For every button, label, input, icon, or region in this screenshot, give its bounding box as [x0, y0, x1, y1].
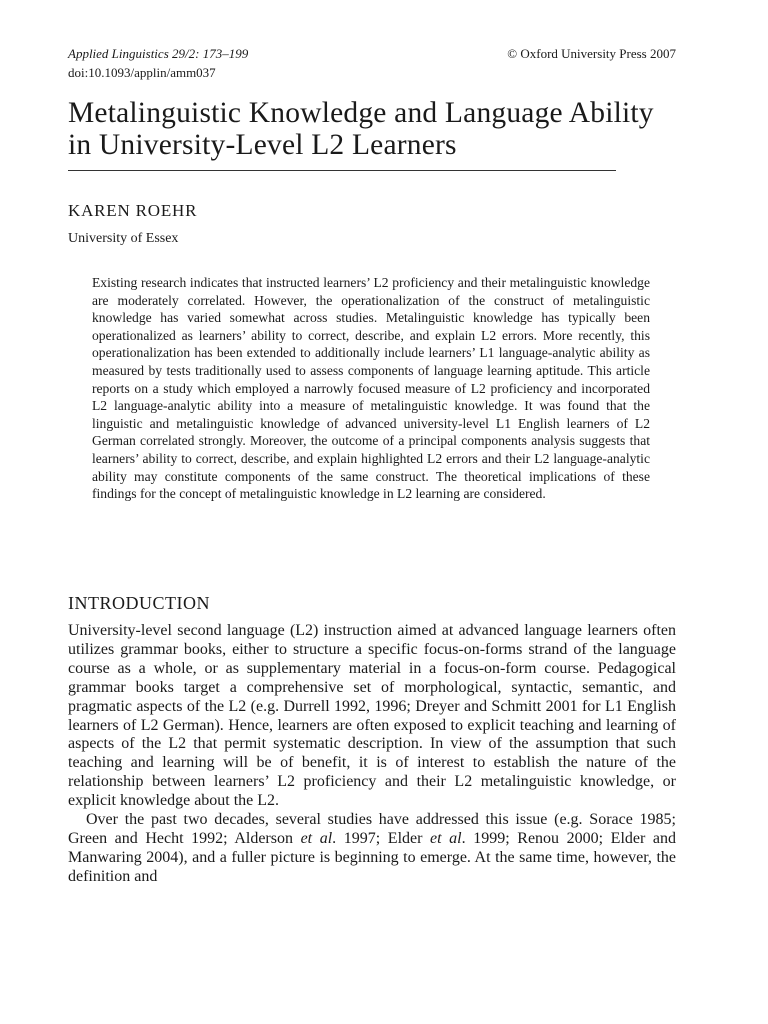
article-title: Metalinguistic Knowledge and Language Ability in University-Level L2 Learners: [68, 97, 654, 161]
title-rule: [68, 170, 616, 171]
text-run: . 1999; Renou 2000; Elder and Manwaring 2004), and a fuller picture is beginning to emerge. At the same time, however, the definition and: [68, 829, 677, 885]
author-name: KAREN ROEHR: [68, 201, 198, 220]
italic-run: et al: [430, 829, 462, 847]
text-run: Over the past two decades, several studies have addressed this issue (e.g. Sorace 1985; Green and Hecht 1992; Alderson: [68, 811, 676, 847]
body-text: [68, 622, 676, 887]
text-run: . 1997; Elder: [332, 829, 431, 847]
abstract: Existing research indicates that instructed learners’ L2 proficiency and their metalinguistic knowledge are moderately correlated. However, the operationalization of the construct of metalinguistic knowledge has varied somewhat across studies. Metalinguistic knowledge has typically been operationalized as learners’ ability to correct, describe, and explain L2 errors. More recently, this operationalization has been extended to additionally include learners’ L1 language-analytic ability as measured by tests traditionally used to assess components of language learning aptitude. This article reports on a study which employed a narrowly focused measure of L2 proficiency and incorporated L2 language-analytic ability into a measure of metalinguistic knowledge. It was found that the linguistic and metalinguistic knowledge of advanced university-level L1 English learners of L2 German correlated strongly. Moreover, the outcome of a principal components analysis suggests that learners’ ability to correct, describe, and explain highlighted L2 errors and their L2 language-analytic ability may constitute components of the same construct. The theoretical implications of these findings for the concept of metalinguistic knowledge in L2 learning are considered.: [92, 275, 650, 502]
doi[interactable]: doi:10.1093/applin/amm037: [68, 65, 216, 80]
author-affiliation: University of Essex: [68, 231, 179, 246]
italic-run: et al: [300, 829, 333, 847]
journal-citation: Applied Linguistics 29/2: 173–199: [68, 46, 249, 61]
paragraph: University-level second language (L2) instruction aimed at advanced language learners often utilizes grammar books, either to structure a specific focus-on-forms strand of the language course as a whole, or as supplementary material in a focus-on-form course. Pedagogical grammar books target a comprehensive set of morphological, syntactic, semantic, and pragmatic aspects of the L2 (e.g. Durrell 1992, 1996; Dreyer and Schmitt 2001 for L1 English learners of L2 German). Hence, learners are often exposed to explicit teaching and learning of aspects of the L2 that permit systematic description. In view of the assumption that such teaching and learning will be of benefit, it is of interest to establish the nature of the relationship between learners’ L2 proficiency and their L2 metalinguistic knowledge, or explicit knowledge about the L2.: [68, 622, 676, 810]
paragraph: [68, 811, 676, 887]
running-header: [68, 44, 676, 82]
section-heading-introduction: INTRODUCTION: [68, 593, 210, 613]
copyright-notice: © Oxford University Press 2007: [507, 46, 676, 61]
